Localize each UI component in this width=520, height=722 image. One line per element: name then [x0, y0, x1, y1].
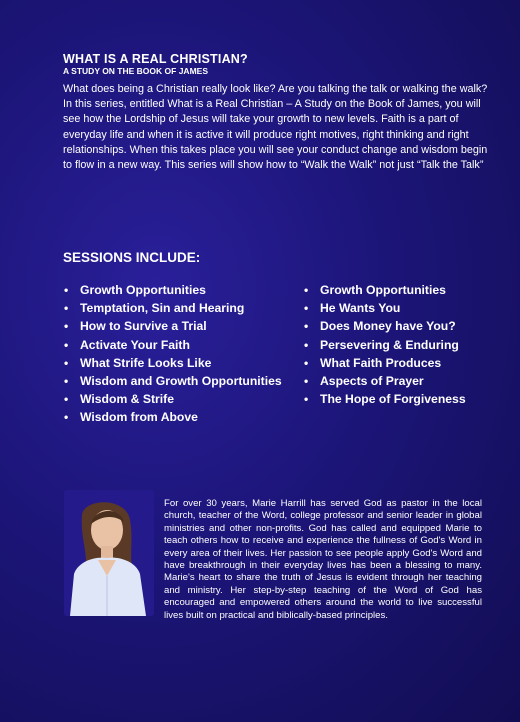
- session-item: • What Strife Looks Like: [62, 354, 302, 372]
- session-item: • Does Money have You?: [302, 317, 512, 335]
- session-item: • Growth Opportunities: [302, 281, 512, 299]
- author-bio: [63, 498, 482, 622]
- photo-spacer: [63, 498, 163, 613]
- sessions-list-left: [62, 281, 302, 427]
- bio-text: For over 30 years, Marie Harrill has served God as pastor in the local church, teacher of the Word, college professor and senior leader in global ministries and other non-profits. God has called and equipped Marie to teach others how to receive and experience the fullness of God's Word in every area of their lives. Her passion to see people apply God's Word and have breakthrough in their everyday lives has been a blessing to many. Marie's heart to share the truth of Jesus is evident through her teaching and ministry. Her step-by-step teaching of the Word of God has encouraged and empowered others around the world to live successful lives built on practical and biblically-based principles.: [164, 498, 482, 621]
- sessions-heading: SESSIONS INCLUDE:: [63, 250, 201, 265]
- session-item: • Wisdom and Growth Opportunities: [62, 372, 302, 390]
- session-item: • Persevering & Enduring: [302, 336, 512, 354]
- page-title: WHAT IS A REAL CHRISTIAN?: [63, 52, 248, 66]
- intro-paragraph: What does being a Christian really look like? Are you talking the talk or walking the walk? In this series, entitled What is a Real Christian – A Study on the Book of James, you will see how the Lordship of Jesus will take your growth to new levels. Faith is a part of everyday life and when it is active it will produce right motives, right thinking and right relationships. When this takes place you will see your conduct change and wisdom begin to flow in a new way. This series will show how to “Walk the Walk” not just “Talk the Talk”: [63, 83, 488, 172]
- session-item: • The Hope of Forgiveness: [302, 390, 512, 408]
- session-item: • Wisdom & Strife: [62, 390, 302, 408]
- session-item: • Activate Your Faith: [62, 336, 302, 354]
- session-item: • Wisdom from Above: [62, 408, 302, 426]
- session-item: • Temptation, Sin and Hearing: [62, 299, 302, 317]
- session-item: • How to Survive a Trial: [62, 317, 302, 335]
- page-subtitle: A STUDY ON THE BOOK OF JAMES: [63, 66, 208, 76]
- session-item: • Growth Opportunities: [62, 281, 302, 299]
- session-item: • What Faith Produces: [302, 354, 512, 372]
- session-item: • He Wants You: [302, 299, 512, 317]
- sessions-list-right: [302, 281, 512, 408]
- session-item: • Aspects of Prayer: [302, 372, 512, 390]
